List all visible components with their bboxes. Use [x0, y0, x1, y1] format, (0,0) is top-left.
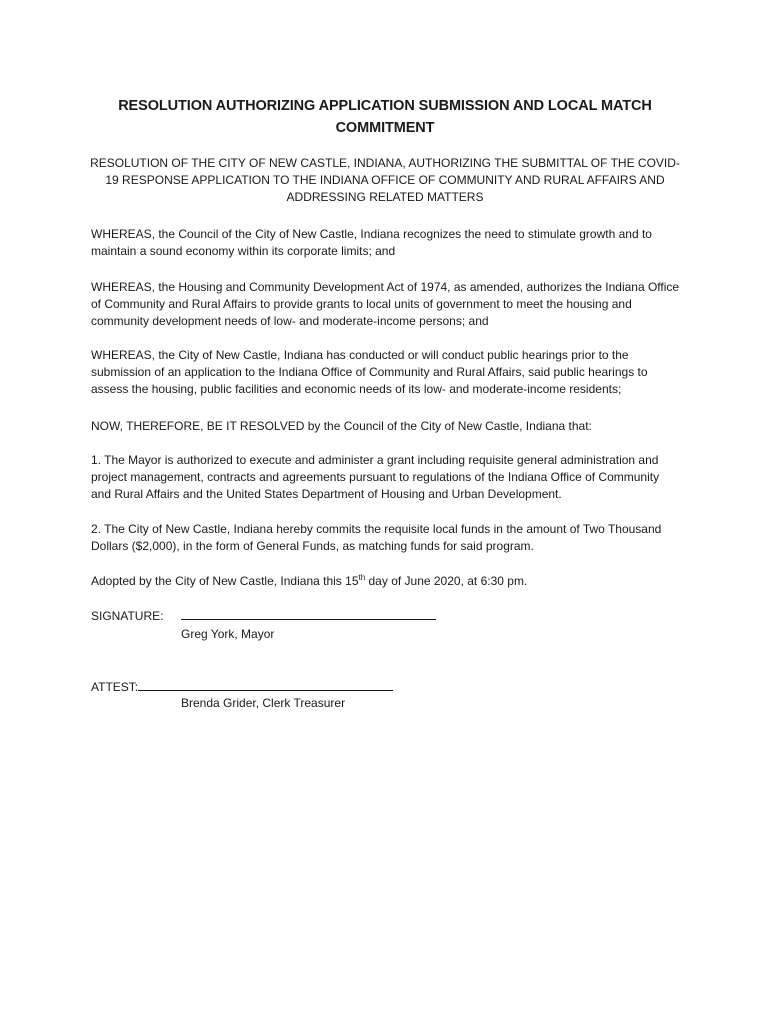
whereas-paragraph-2: WHEREAS, the Housing and Community Development Act of 1974, as amended, authorizes the Indiana Office of Community and Rural Affairs to provide grants to local units of government to meet the housing and community development needs of low- and moderate-income persons; and: [91, 280, 680, 328]
adopted-ordinal-suffix: th: [358, 573, 366, 582]
signature-label: SIGNATURE:: [91, 609, 164, 623]
attest-line: [138, 679, 393, 691]
signature-row: [91, 608, 436, 625]
adopted-statement: [91, 573, 681, 590]
adopted-prefix: Adopted by the City of New Castle, Indiana this 15: [91, 574, 359, 588]
whereas-paragraph-1: WHEREAS, the Council of the City of New Castle, Indiana recognizes the need to stimulate growth and to maintain a sound economy within its corporate limits; and: [91, 227, 652, 258]
resolution-item-2: 2. The City of New Castle, Indiana hereby commits the requisite local funds in the amount of Two Thousand Dollars ($2,000), in the form of General Funds, as matching funds for said program.: [91, 522, 662, 553]
attest-row: [91, 679, 393, 696]
attest-label: ATTEST:: [91, 680, 139, 694]
document-subtitle: RESOLUTION OF THE CITY OF NEW CASTLE, INDIANA, AUTHORIZING THE SUBMITTAL OF THE COVID-19 RESPONSE APPLICATION TO THE INDIANA OFFICE OF COMMUNITY AND RURAL AFFAIRS AND ADDRESSING RELATED MATTERS: [90, 156, 680, 204]
document-title: RESOLUTION AUTHORIZING APPLICATION SUBMISSION AND LOCAL MATCH COMMITMENT: [118, 98, 652, 136]
resolution-item-1: 1. The Mayor is authorized to execute and administer a grant including requisite general administration and project management, contracts and agreements pursuant to regulations of the Indiana Office of Community and Rural Affairs and the United States Department of Housing and Urban Development.: [91, 453, 660, 501]
signature-line: [181, 608, 436, 620]
attest-name: Brenda Grider, Clerk Treasurer: [181, 696, 346, 710]
adopted-suffix: day of June 2020, at 6:30 pm.: [365, 574, 528, 588]
whereas-paragraph-3: WHEREAS, the City of New Castle, Indiana has conducted or will conduct public hearings prior to the submission of an application to the Indiana Office of Community and Rural Affairs, said public hearings to assess the housing, public facilities and economic needs of its low- and moderate-income residents;: [91, 348, 648, 396]
signature-name: Greg York, Mayor: [181, 627, 275, 641]
resolved-paragraph: NOW, THEREFORE, BE IT RESOLVED by the Council of the City of New Castle, Indiana that:: [91, 419, 592, 433]
